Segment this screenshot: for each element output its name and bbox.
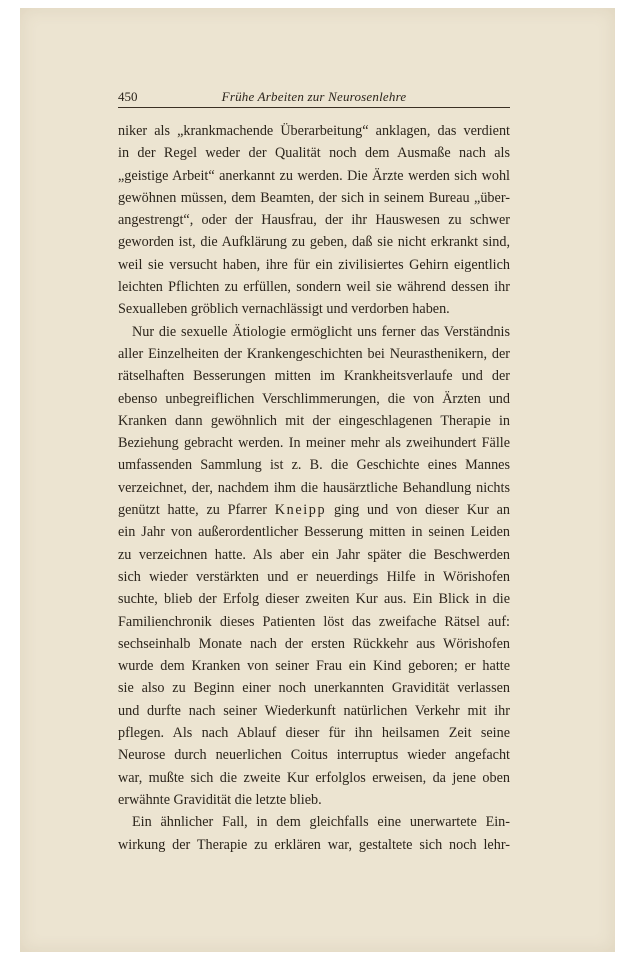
text-line: ein Jahr von außerordentlicher Besserung mitten in seinen Leiden [118, 524, 510, 541]
text-line: wirkung der Therapie zu erklären war, gestaltete sich noch lehr- [118, 836, 510, 853]
text-line: „geistige Arbeit“ anerkannt zu werden. Die Ärzte werden sich wohl [118, 167, 510, 184]
text-line: umfassenden Sammlung ist z. B. die Geschichte eines Mannes [118, 457, 510, 474]
text-line: geworden ist, die Aufklärung zu geben, daß sie nicht erkrankt sind, [118, 234, 510, 251]
text-line: Kranken dann gewöhnlich mit der eingeschlagenen Therapie in [118, 412, 510, 429]
text-line: Neurose durch neuerlichen Coitus interruptus wieder angefacht [118, 747, 510, 764]
spaced-name: Kneipp [274, 502, 327, 519]
text-line: sie also zu Beginn einer noch unerkannten Gravidität verlassen [118, 680, 510, 697]
text-line: angestrengt“, oder der Hausfrau, der ihr Hauswesen zu schwer [118, 212, 510, 229]
text-line: Sexualleben gröblich vernachlässigt und verdorben haben. [118, 301, 450, 318]
running-title: Frühe Arbeiten zur Neurosenlehre [221, 89, 407, 104]
text-line: Beziehung gebracht werden. In meiner mehr als zweihundert Fälle [118, 435, 510, 452]
text-line: wurde dem Kranken von seiner Frau ein Kind geboren; er hatte [118, 658, 510, 675]
text-line: rätselhaften Besserungen mitten im Krankheitsverlaufe und der [118, 368, 510, 385]
text-line: pflegen. Als nach Ablauf dieser für ihn heilsamen Zeit seine [118, 725, 510, 742]
text-line: war, mußte sich die zweite Kur erfolglos erweisen, da jene oben [118, 769, 510, 786]
text-line: Ein ähnlicher Fall, in dem gleichfalls eine unerwartete Ein- [132, 814, 510, 831]
text-line: verzeichnet, der, nachdem ihm die hausärztliche Behandlung nichts [118, 479, 510, 496]
body-text [118, 120, 510, 856]
text-line: Familienchronik dieses Patienten löst das zweifache Rätsel auf: [118, 613, 510, 630]
text-line-kneipp [118, 499, 510, 521]
text-line: und durfte nach seiner Wiederkunft natürlichen Verkehr mit ihr [118, 702, 510, 719]
text-line: niker als „krankmachende Überarbeitung“ anklagen, das verdient [118, 123, 510, 139]
text-line: leichten Pflichten zu erfüllen, sondern weil sie während dessen ihr [118, 279, 510, 296]
text-line: suchte, blieb der Erfolg dieser zweiten Kur aus. Ein Blick in die [118, 591, 510, 608]
text-fragment: ging und von dieser Kur an [326, 502, 510, 519]
text-line: aller Einzelheiten der Krankengeschichten bei Neurasthenikern, der [118, 345, 510, 362]
text-fragment: genützt hatte, zu Pfarrer [118, 502, 275, 519]
text-line: sich wieder verstärkten und er neuerdings Hilfe in Wörishofen [118, 568, 510, 585]
text-line: in der Regel weder der Qualität noch dem Ausmaße nach als [118, 145, 510, 162]
text-line: gewöhnen müssen, dem Beamten, der sich in seinem Bureau „über- [118, 189, 510, 206]
text-line: sechseinhalb Monate nach der ersten Rückkehr aus Wörishofen [118, 635, 510, 652]
text-line: Nur die sexuelle Ätiologie ermöglicht uns ferner das Verständnis [132, 323, 510, 340]
text-line: zu verzeichnen hatte. Als aber ein Jahr später die Beschwerden [118, 546, 510, 563]
text-line: ebenso unbegreiflichen Verschlimmerungen, die von Ärzten und [118, 390, 510, 407]
page-number: 450 [118, 89, 138, 104]
page-header [118, 89, 510, 108]
text-line: weil sie versucht haben, ihre für ein zivilisiertes Gehirn eigentlich [118, 256, 510, 273]
text-line: erwähnte Gravidität die letzte blieb. [118, 791, 322, 808]
